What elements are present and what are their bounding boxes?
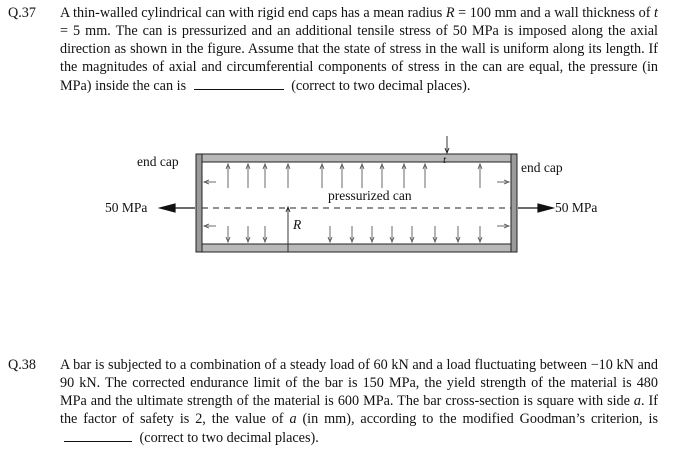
stress-right-label: 50 MPa <box>555 200 598 215</box>
pressure-arrows-bottom <box>226 226 482 242</box>
question-text-part: . If the factor of safety is 2, the value of <box>60 393 659 427</box>
end-cap-right <box>511 154 517 252</box>
question-text-part: = 100 mm and a wall thickness of <box>454 5 655 21</box>
stress-left-label: 50 MPa <box>105 200 148 215</box>
pressure-arrows-top <box>226 164 482 188</box>
cylinder-figure <box>100 136 620 266</box>
answer-blank[interactable] <box>64 428 132 442</box>
question-text <box>60 356 658 447</box>
end-cap-right-label: end cap <box>521 160 563 175</box>
question-text <box>60 4 658 95</box>
question-number: Q.37 <box>8 5 36 21</box>
center-label: pressurized can <box>328 188 412 203</box>
end-cap-left-label: end cap <box>137 154 179 169</box>
question-text-part: A bar is subjected to a combination of a steady load of 60 kN and a load fluctuating between −10 kN and 90 kN. The corrected endurance limit of the bar is 150 MPa, the yield strength of the material is 480 MPa and the ultimate strength of the material is 600 MPa. The bar cross-section is square with side <box>60 357 658 409</box>
radius-label: R <box>293 217 302 232</box>
thickness-label: t <box>443 154 447 166</box>
top-wall <box>202 154 511 162</box>
question-text-part: (correct to two decimal places). <box>291 78 471 94</box>
question-number: Q.38 <box>8 357 36 373</box>
question-text-part: (correct to two decimal places). <box>139 430 319 446</box>
question-text-part: (in mm), according to the modified Goodman’s criterion, is <box>296 411 658 427</box>
bottom-wall <box>202 244 511 252</box>
answer-blank[interactable] <box>194 76 284 90</box>
end-cap-left <box>196 154 202 252</box>
side-symbol: a <box>633 393 642 409</box>
question-37 <box>8 4 658 95</box>
question-38 <box>8 356 658 447</box>
side-symbol: a <box>289 411 297 427</box>
question-text-part: A thin-walled cylindrical can with rigid end caps has a mean radius <box>60 5 446 21</box>
question-text-part: = 5 mm. The can is pressurized and an additional tensile stress of 50 MPa is imposed along the axial direction as shown in the figure. Assume that the state of stress in the wall is uniform along its length. If the magnitudes of axial and circumferential components of stress in the can are equal, the pressure (in MPa) inside the can is <box>60 23 658 94</box>
radius-symbol: R <box>445 5 455 21</box>
thickness-symbol: t <box>654 5 658 21</box>
